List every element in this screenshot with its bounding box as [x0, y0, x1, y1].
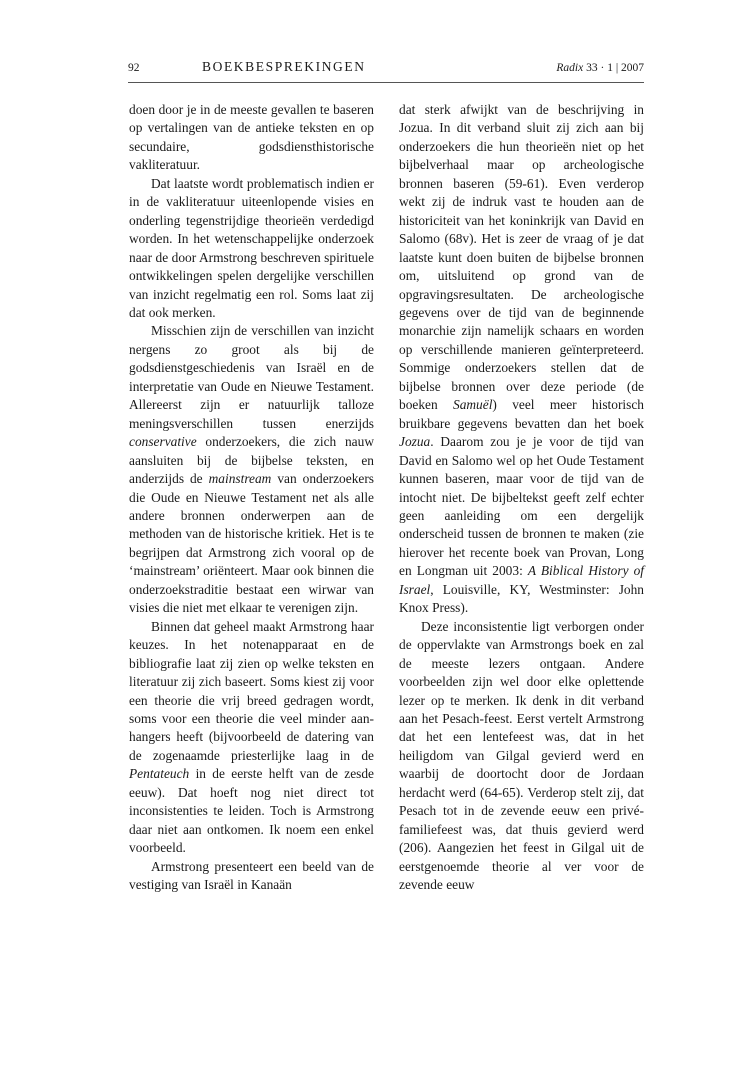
paragraph: doen door je in de meeste gevallen te baseren op vertalingen van de antieke teksten en op secundaire, godsdiensthistorische vakliteratuur. [129, 102, 374, 173]
italic-term: conservative [129, 434, 197, 450]
paragraph [129, 322, 374, 617]
journal-name: Radix [556, 62, 584, 74]
paragraph: Deze inconsistentie ligt verborgen onder de oppervlakte van Armstrongs boek en zal de meeste lezers ontgaan. Andere voorbeelden zijn wel door elke oplettende lezer op te merken. Ik denk in dit verband aan het Pesach-feest. Eerst vertelt Armstrong dat het een lentefeest was, dat in het heiligdom van Gilgal gevierd werd en waarbij de doortocht door de Jordaan herdacht werd (64-65). Verderop stelt zij, dat Pesach tot in de zevende eeuw een privé-familiefeest was, dat thuis gevierd werd (206). Aangezien het feest in Gilgal uit de eerstgenoemde theorie al ver voor de zevende eeuw [399, 618, 644, 893]
journal-info [556, 62, 644, 74]
paragraph: Armstrong presenteert een beeld van de vestiging van Israël in Kanaän [129, 858, 374, 893]
text-run: . Daarom zou je je voor de tijd van David en Salomo wel op het Oude Testament kunnen baseren, maar voor de tijd van de intocht niet. De bijbeltekst geeft zelf echter geen aanleiding om een dergelijk onderscheid tussen de bronnen te maken (zie hierover het recente boek van Provan, Long en Longman uit 2003: [399, 434, 644, 579]
paragraph: Dat laatste wordt problematisch indien er in de vakliteratuur uiteenlopende visies en onderling tegenstrijdige theorieën verdedigd worden. In het wetenschappelijke onderzoek naar de door Armstrong beschreven spirituele ontwikkelingen spelen dergelijke verschillen van inzicht regelmatig een rol. Soms laat zij dat ook merken. [129, 175, 374, 320]
journal-issue: 33 · 1 | 2007 [586, 62, 644, 74]
italic-term: Pentateuch [129, 766, 190, 782]
right-column [399, 101, 644, 894]
italic-term: mainstream [208, 471, 272, 487]
text-run: , Louisville, KY, Westminster: John Knox Press). [399, 581, 644, 616]
section-title: BOEKBESPREKINGEN [202, 59, 366, 74]
left-column [129, 101, 374, 894]
text-run: in de eerste helft van de zesde eeuw). Dat hoeft nog niet direct tot inconsistenties te leiden. Toch is Armstrong daar niet aan ontkomen. Ik noem een enkel voorbeeld. [129, 766, 374, 856]
text-run: onderzoekers, die zich nauw aansluiten bij de bijbelse teksten, en anderzijds de [129, 434, 374, 487]
italic-term: Jozua [399, 434, 431, 450]
page-number: 92 [128, 62, 140, 74]
running-header [128, 56, 644, 83]
text-run: Binnen dat geheel maakt Armstrong haar keuzes. In het notenapparaat en de bibliografie laat zij zien op welke teksten en literatuur zij zich baseert. Soms kiest zij voor een theorie die vrij breed gedragen wordt, soms voor een theorie die veel minder aanhangers heeft (bijvoorbeeld de datering van de zogenaamde priesterlijke laag in de [129, 618, 374, 763]
paragraph [129, 618, 374, 858]
text-run: van onderzoekers die Oude en Nieuwe Testament net als alle andere bronnen onderwerpen aan de methoden van de historische kritiek. Het is te begrijpen dat Armstrong zich vooral op de ‘mainstream’ oriënteert. Maar ook binnen die onderzoekstraditie bestaat een wirwar van visies die niet met elkaar te verenigen zijn. [129, 471, 375, 616]
italic-term: Samuël [453, 397, 493, 413]
book-title: A Biblical History of Israel [399, 563, 644, 597]
paragraph [399, 101, 644, 618]
text-run: dat sterk afwijkt van de beschrijving in Jozua. In dit verband sluit zij zich aan bij onderzoekers die hun theorieën niet op het bijbelverhaal maar op archeologische bronnen baseren (59-61). Even verderop wekt zij de indruk vast te houden aan de historiciteit van het koninkrijk van David en Salomo (68v). Het is zeer de vraag of je dat laatste kunt doen buiten de bijbelse bronnen om, uitsluitend op grond van de opgravingsresultaten. De archeologische gegevens over de tijd van de beginnende monarchie zijn namelijk schaars en worden op verschillende manieren geïnterpreteerd. Sommige onderzoekers stellen dat de bijbelse bronnen over deze periode (de boeken [399, 102, 644, 413]
text-run: ) veel meer historisch bruikbare gegevens bevatten dan het boek [399, 397, 644, 431]
text-run: Misschien zijn de verschillen van inzicht nergens zo groot als bij de godsdienstgeschiedenis van Israël en de interpretatie van Oude en Nieuwe Testament. Allereerst zijn er natuurlijk talloze meningsverschillen tussen enerzijds [129, 323, 374, 431]
